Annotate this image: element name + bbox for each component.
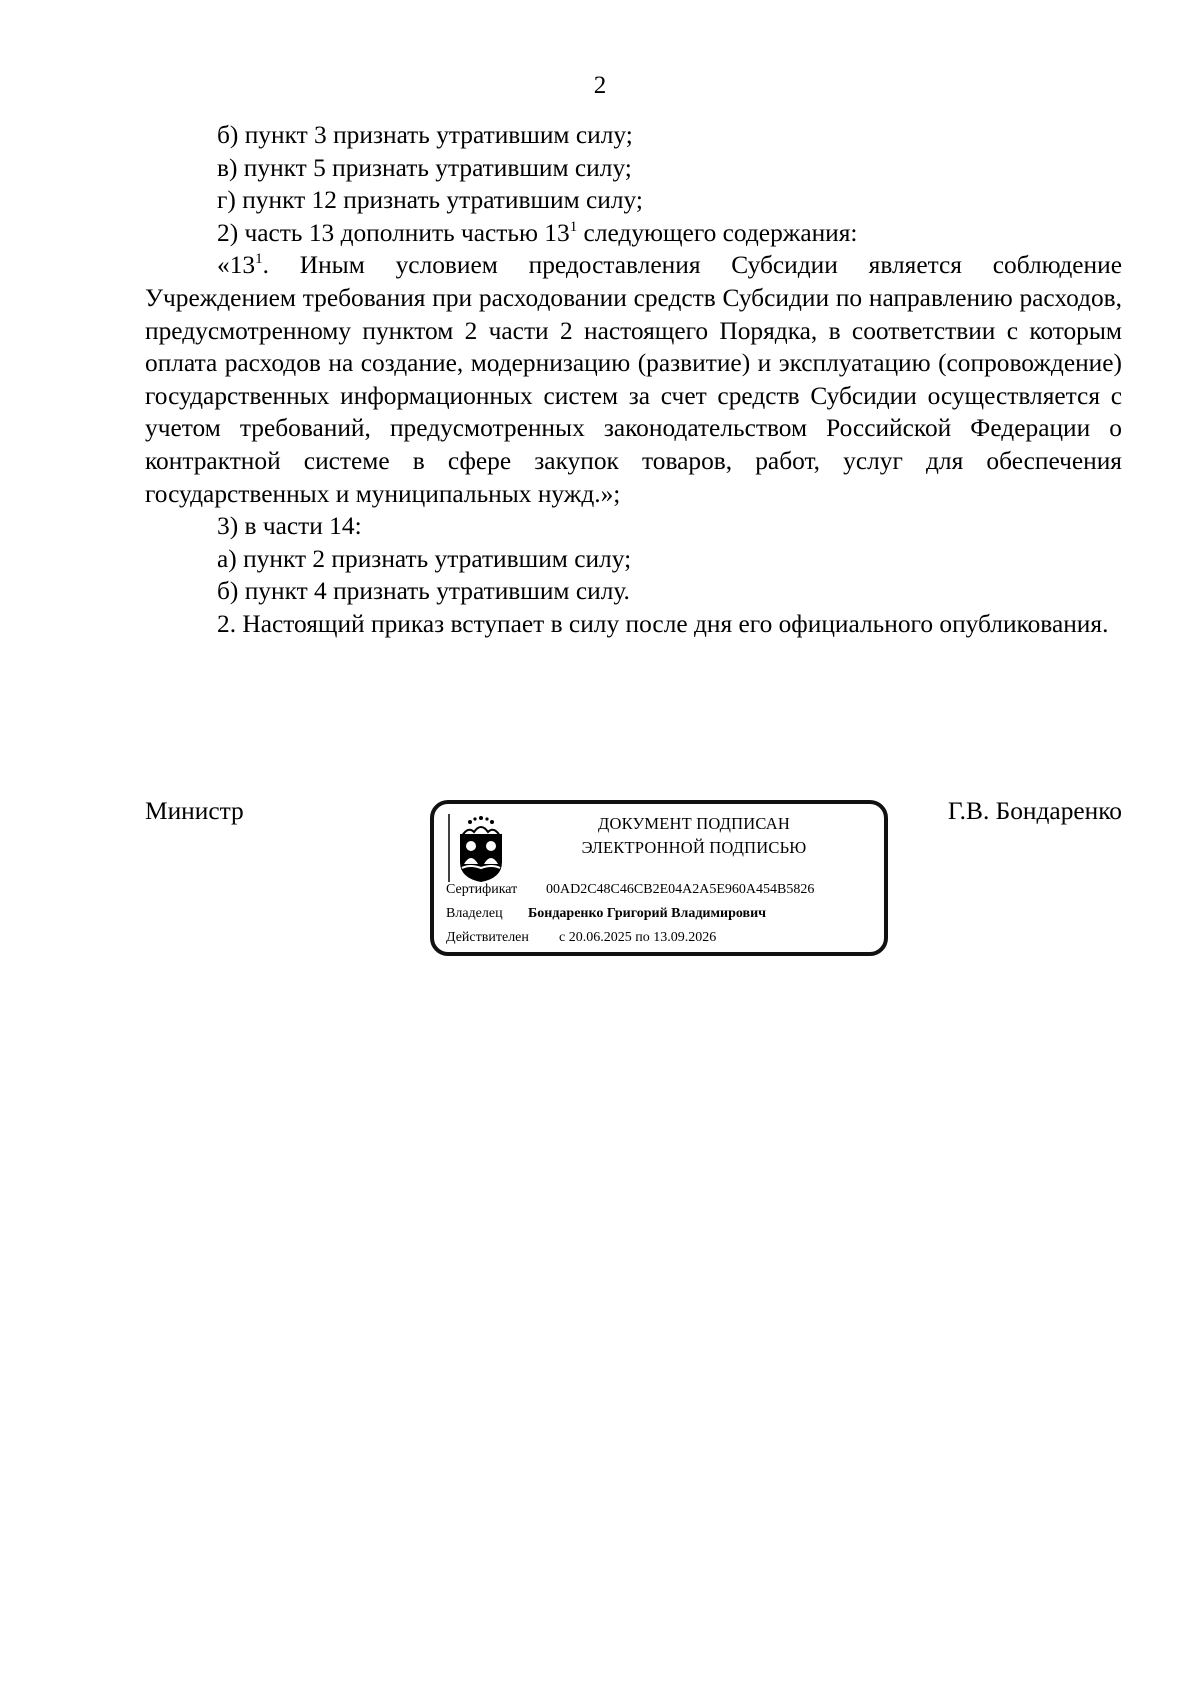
- quote-start-text: «13: [217, 251, 256, 280]
- superscript-index: 1: [255, 251, 263, 268]
- paragraph-part-13-text: 2) часть 13 дополнить частью 13: [217, 218, 570, 247]
- paragraph-item-v-point-5: в) пункт 5 признать утратившим силу;: [217, 153, 632, 182]
- stamp-header: [524, 812, 864, 860]
- paragraph-effective-date: 2. Настоящий приказ вступает в силу после дня его официального опубликования.: [217, 609, 1109, 638]
- paragraph-item-b-point-4: б) пункт 4 признать утратившим силу.: [217, 577, 630, 606]
- quote-body-text: . Иным условием предоставления Субсидии является соблюдение Учреждением требования при расходовании средств Субсидии по направлению расходов, предусмотренному пунктом 2 части 2 настоящего Порядка, в соответствии с которым оплата расходов на создание, модернизацию (развитие) и эксплуатацию (сопровождение) государственных информационных систем за счет средств Субсидии осуществляется с учетом требований, предусмотренных законодательством Российской Федерации о контрактной системе в сфере закупок товаров, работ, услуг для обеспечения государственных и муниципальных нужд.»;: [145, 251, 1122, 508]
- paragraph-quoted-part-13-1: [145, 249, 1122, 510]
- stamp-certificate-row: [446, 881, 814, 899]
- stamp-header-line-2: ЭЛЕКТРОННОЙ ПОДПИСЬЮ: [581, 838, 807, 857]
- stamp-validity-row: [446, 929, 716, 947]
- page-number: 2: [593, 72, 607, 99]
- paragraph-item-b-point-3: б) пункт 3 признать утратившим силу;: [217, 121, 633, 149]
- signatory-position: Министр: [145, 797, 244, 825]
- document-body: [145, 119, 1122, 641]
- owner-value: Бондаренко Григорий Владимирович: [528, 906, 767, 921]
- paragraph-part-13-addition: [145, 217, 1122, 250]
- certificate-value: 00AD2C48C46CB2E04A2A5E960A454B5826: [546, 882, 815, 897]
- owner-label: Владелец: [446, 906, 503, 921]
- stamp-header-line-1: ДОКУМЕНТ ПОДПИСАН: [598, 814, 790, 833]
- paragraph-item-a-point-2: а) пункт 2 признать утратившим силу;: [217, 544, 632, 573]
- paragraph-part-14: 3) в части 14:: [217, 512, 362, 541]
- paragraph-item-g-point-12: г) пункт 12 признать утратившим силу;: [217, 186, 643, 215]
- signatory-name: Г.В. Бондаренко: [947, 797, 1122, 825]
- stamp-owner-row: [446, 905, 766, 923]
- coat-of-arms-emblem-icon: [448, 812, 514, 884]
- electronic-signature-stamp: [430, 800, 888, 956]
- superscript-index: 1: [569, 218, 578, 235]
- validity-value: с 20.06.2025 по 13.09.2026: [559, 930, 717, 945]
- certificate-label: Сертификат: [446, 882, 518, 897]
- validity-label: Действителен: [446, 930, 529, 945]
- paragraph-part-13-text-end: следующего содержания:: [577, 218, 858, 247]
